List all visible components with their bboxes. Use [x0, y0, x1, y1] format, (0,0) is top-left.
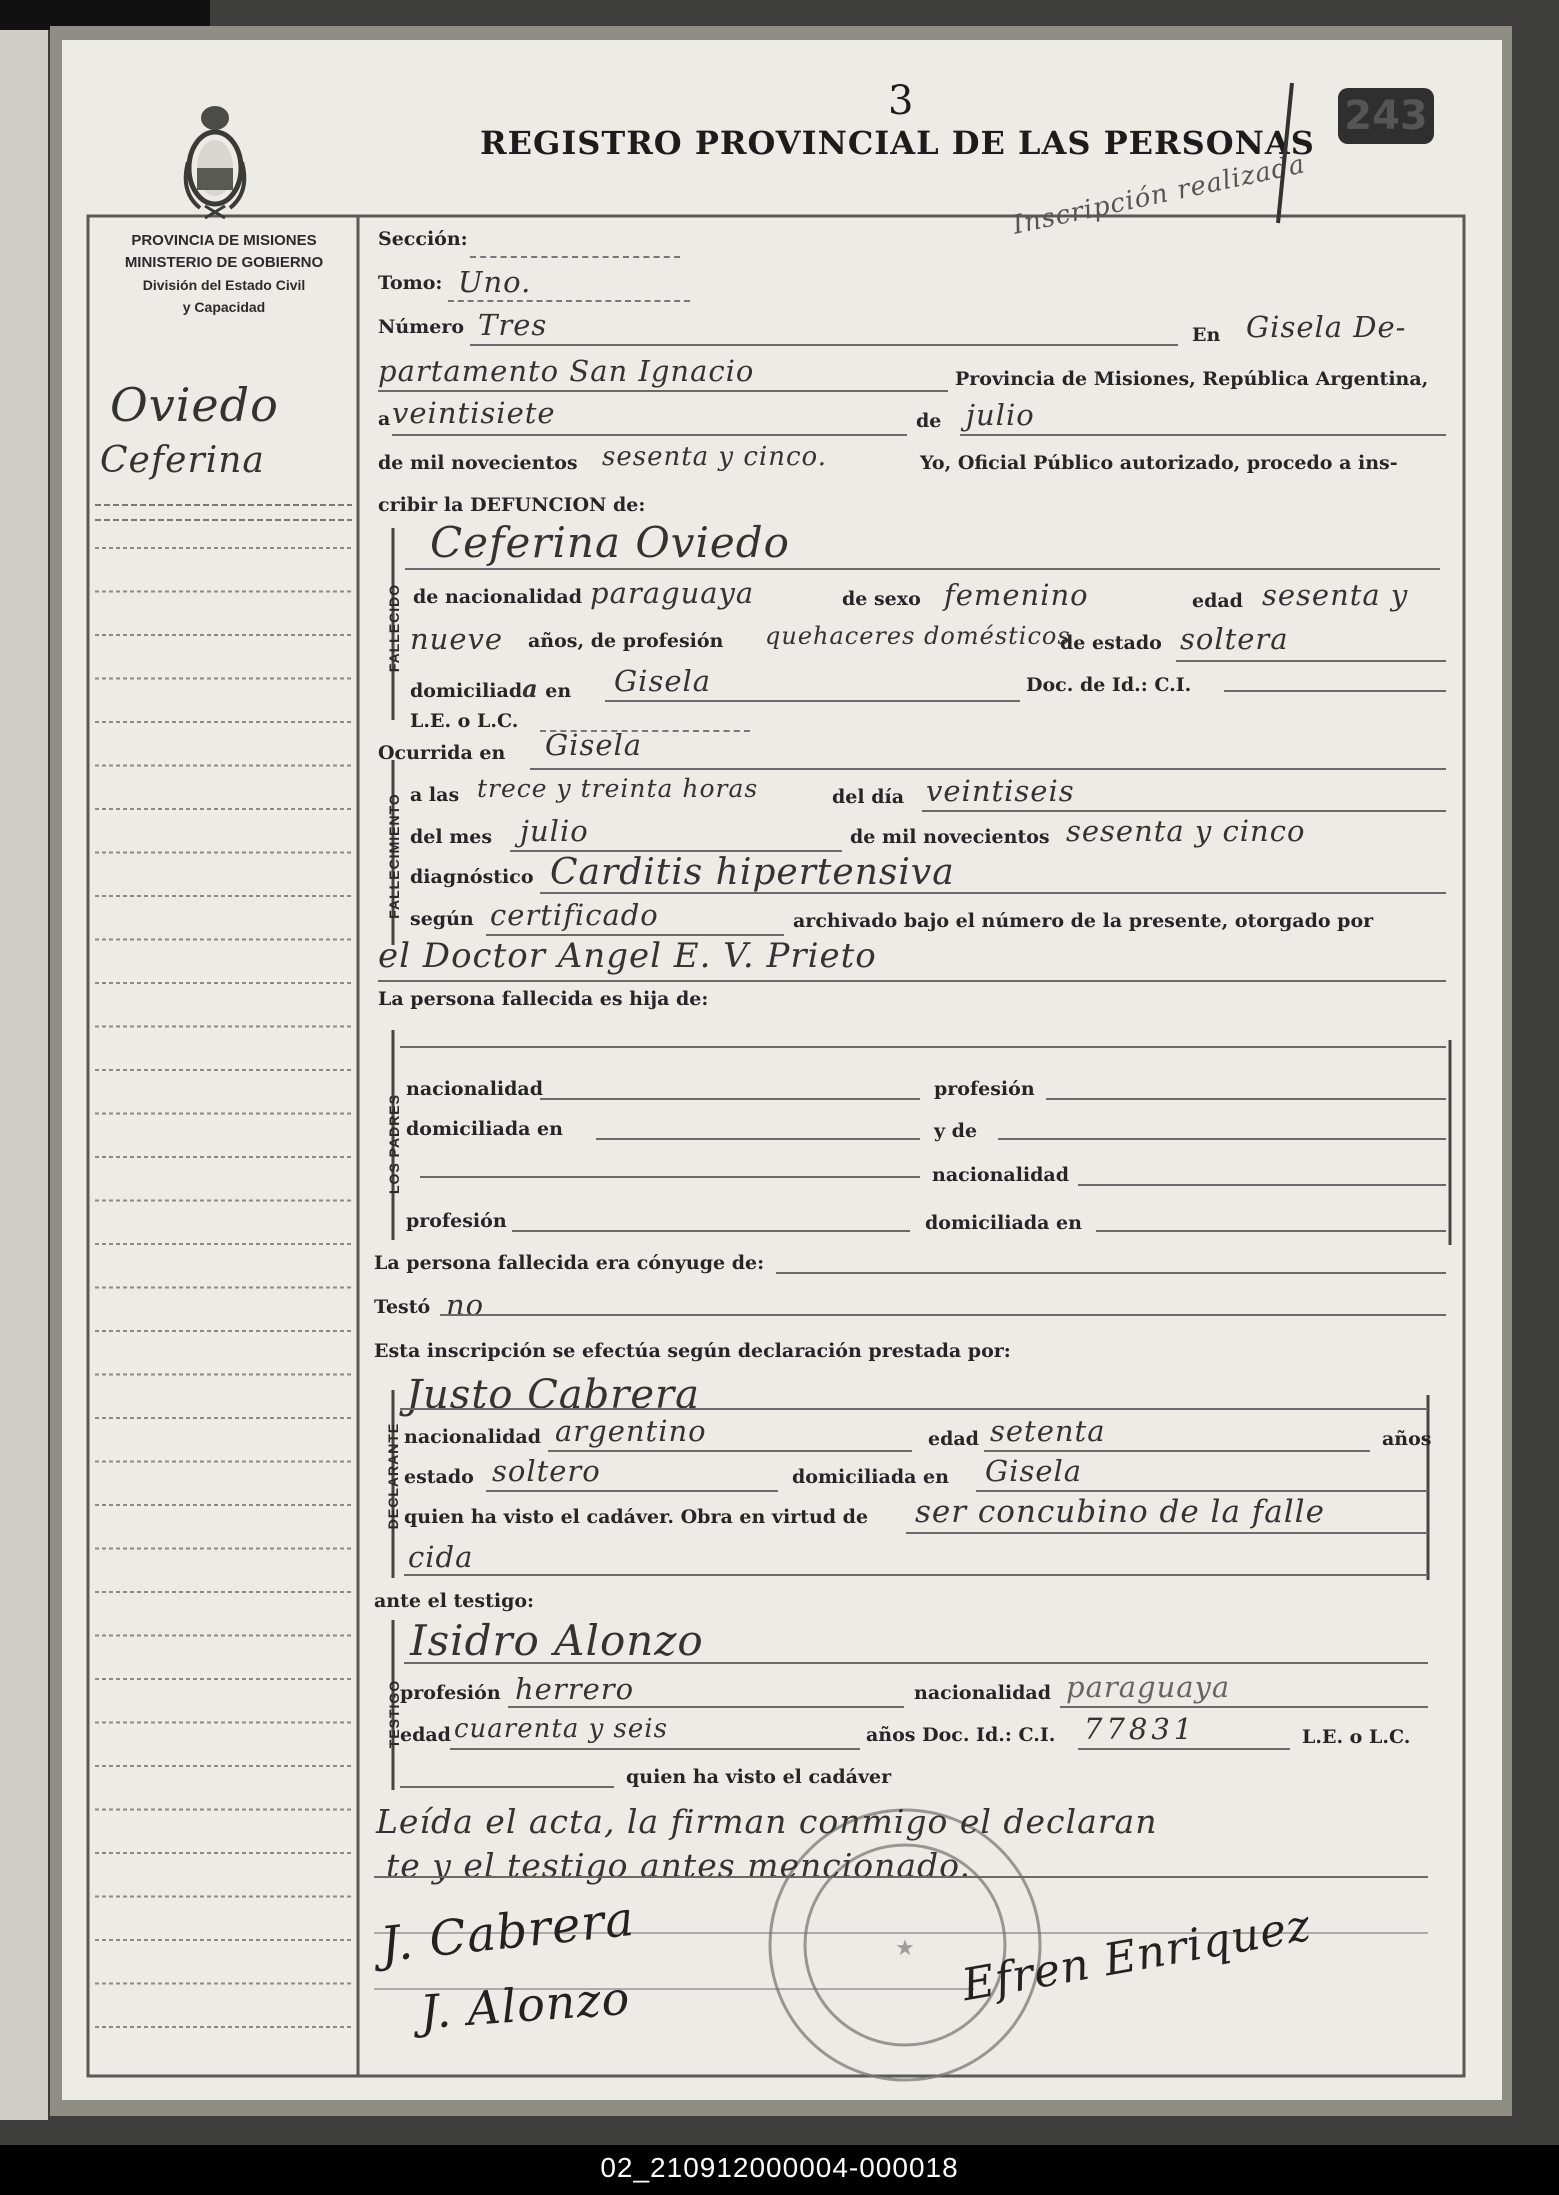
conyuge-label: La persona fallecida era cónyuge de:: [374, 1252, 765, 1274]
dia-value: veintiseis: [926, 774, 1075, 808]
declarante-nacionalidad-label: nacionalidad: [404, 1426, 542, 1448]
segun-label: según: [410, 908, 474, 930]
edad-label: edad: [1192, 590, 1243, 612]
profesion-label: años, de profesión: [528, 630, 724, 652]
estado-value: soltera: [1180, 622, 1289, 656]
testigo-section-label: TESTIGO: [386, 1679, 402, 1749]
nacionalidad-label: de nacionalidad: [413, 586, 583, 608]
domicilio-label-b: en: [545, 680, 572, 702]
en-label: En: [1192, 324, 1221, 346]
coat-of-arms-icon: [180, 102, 250, 222]
tomo-value: Uno.: [458, 265, 532, 299]
mil-value: sesenta y cinco.: [602, 442, 828, 472]
declarante-estado-label: estado: [404, 1466, 474, 1488]
a-label: a: [378, 408, 391, 430]
declarante-virtud-value-continued: cida: [408, 1540, 474, 1574]
declarante-nacionalidad-value: argentino: [555, 1414, 707, 1448]
numero-label: Número: [378, 316, 465, 338]
closing-line-1: Leída el acta, la firman conmigo el declaran: [376, 1802, 1158, 1841]
declarante-estado-value: soltero: [492, 1454, 601, 1488]
padres-nacionalidad-label: nacionalidad: [406, 1078, 544, 1100]
registry-mark-stroke: [1270, 78, 1310, 228]
institution-line: MINISTERIO DE GOBIERNO: [124, 254, 324, 271]
declarante-domiciliada-value: Gisela: [985, 1454, 1083, 1488]
signature-declarante: J. Cabrera: [377, 1890, 638, 1974]
testigo-anos-doc-label: años Doc. Id.: C.I.: [866, 1724, 1056, 1746]
declarante-virtud-value: ser concubino de la falle: [915, 1494, 1325, 1530]
segun-value: certificado: [490, 898, 659, 932]
fallecimiento-section-label: FALLECIMIENTO: [386, 793, 402, 919]
de-label: de: [916, 410, 942, 432]
left-surname: Oviedo: [110, 378, 279, 432]
doc-label: Doc. de Id.: C.I.: [1026, 674, 1192, 696]
padres-profesion-label: profesión: [934, 1078, 1035, 1100]
tomo-label: Tomo:: [378, 272, 443, 294]
mes-mil-label: de mil novecientos: [850, 826, 1050, 848]
testigo-intro: ante el testigo:: [374, 1590, 535, 1612]
institution-line: y Capacidad: [182, 299, 266, 315]
mes-mil-value: sesenta y cinco: [1066, 814, 1306, 848]
testigo-profesion-value: herrero: [515, 1672, 635, 1706]
mil-label: de mil novecientos: [378, 452, 578, 474]
domicilio-value: Gisela: [614, 664, 712, 698]
registry-mark-handwritten: Inscripción realizada: [1010, 149, 1309, 241]
left-given-name: Ceferina: [100, 440, 265, 481]
testigo-le-label: L.E. o L.C.: [1302, 1726, 1411, 1748]
padres-intro: La persona fallecida es hija de:: [378, 988, 709, 1010]
testo-label: Testó: [374, 1296, 431, 1318]
diagnostico-value: Carditis hipertensiva: [550, 852, 955, 893]
declarante-edad-label: edad: [928, 1428, 979, 1450]
departamento-value: partamento San Ignacio: [378, 354, 755, 388]
ocurrida-label: Ocurrida en: [378, 742, 506, 764]
doctor-value: el Doctor Angel E. V. Prieto: [378, 936, 877, 976]
closing-line-2: te y el testigo antes mencionado.: [386, 1846, 971, 1885]
testigo-nacionalidad-value: paraguaya: [1066, 1670, 1231, 1704]
testigo-nacionalidad-label: nacionalidad: [914, 1682, 1052, 1704]
diagnostico-label: diagnóstico: [410, 866, 534, 888]
declarante-section-label: DECLARANTE: [385, 1422, 401, 1530]
seccion-label: Sección:: [378, 228, 468, 250]
le-label: L.E. o L.C.: [410, 710, 519, 732]
nacionalidad-value: paraguaya: [590, 576, 755, 610]
domicilio-suffix: a: [522, 674, 539, 703]
declarante-anos-label: años: [1382, 1428, 1432, 1450]
signature-testigo: J. Alonzo: [418, 1970, 632, 2040]
a-las-label: a las: [410, 784, 460, 806]
svg-text:★: ★: [895, 1936, 915, 1961]
padres-y-de-label: y de: [934, 1120, 978, 1142]
padres-domiciliada2-label: domiciliada en: [925, 1212, 1082, 1234]
institution-block: [90, 230, 358, 318]
edad-value-continued: nueve: [410, 622, 504, 656]
dia-label: del día: [832, 786, 905, 808]
domicilio-label: [410, 674, 571, 703]
padres-domiciliada-label: domiciliada en: [406, 1118, 563, 1140]
numero-value: Tres: [478, 308, 548, 342]
testigo-name: Isidro Alonzo: [410, 1616, 704, 1665]
testo-value: no: [446, 1288, 485, 1322]
padres-profesion2-label: profesión: [406, 1210, 507, 1232]
en-value: Gisela De-: [1246, 310, 1407, 344]
provincia-text: Provincia de Misiones, República Argentina,: [955, 368, 1429, 390]
institution-line: PROVINCIA DE MISIONES: [131, 232, 317, 249]
footer-id: 02_210912000004-000018: [600, 2152, 959, 2183]
fallecido-name: Ceferina Oviedo: [430, 518, 790, 567]
document-title: REGISTRO PROVINCIAL DE LAS PERSONAS: [480, 124, 1315, 162]
declaracion-text: Esta inscripción se efectúa según declaración prestada por:: [374, 1340, 1011, 1362]
ocurrida-value: Gisela: [545, 728, 643, 762]
testigo-ci-value: 77831: [1084, 1712, 1197, 1746]
institution-line: División del Estado Civil: [142, 277, 306, 293]
testigo-profesion-label: profesión: [400, 1682, 501, 1704]
fallecido-section-label: FALLECIDO: [386, 583, 402, 673]
testigo-edad-label: edad: [400, 1724, 451, 1746]
sexo-label: de sexo: [842, 588, 921, 610]
testigo-visto-text: quien ha visto el cadáver: [626, 1766, 892, 1788]
signature-oficial: Efren Enriquez: [958, 1899, 1315, 2012]
declarante-edad-value: setenta: [990, 1414, 1106, 1448]
padres-section-label: LOS PADRES: [386, 1094, 402, 1194]
profesion-value: quehaceres domésticos: [765, 622, 1071, 650]
sexo-value: femenino: [944, 578, 1089, 612]
edad-value: sesenta y: [1262, 578, 1409, 612]
estado-label: de estado: [1060, 632, 1162, 654]
mes-value: julio: [520, 814, 589, 848]
a-las-value: trece y treinta horas: [477, 774, 759, 803]
inscribir-text: cribir la DEFUNCION de:: [378, 494, 646, 516]
declarante-name: Justo Cabrera: [406, 1372, 701, 1418]
oficial-text: Yo, Oficial Público autorizado, procedo a ins-: [920, 452, 1398, 474]
padres-nacionalidad2-label: nacionalidad: [932, 1164, 1070, 1186]
archivado-text: archivado bajo el número de la presente, otorgado por: [793, 910, 1374, 932]
declarante-visto-text: quien ha visto el cadáver. Obra en virtud de: [404, 1506, 869, 1528]
page-number: 3: [888, 78, 914, 124]
a-value: veintisiete: [392, 396, 556, 430]
domicilio-label-a: domiciliad: [410, 680, 523, 702]
declarante-domiciliada-label: domiciliada en: [792, 1466, 949, 1488]
stamp-number: 243: [1338, 88, 1434, 144]
testigo-edad-value: cuarenta y seis: [454, 1714, 668, 1744]
de-value: julio: [966, 398, 1035, 432]
mes-label: del mes: [410, 826, 493, 848]
